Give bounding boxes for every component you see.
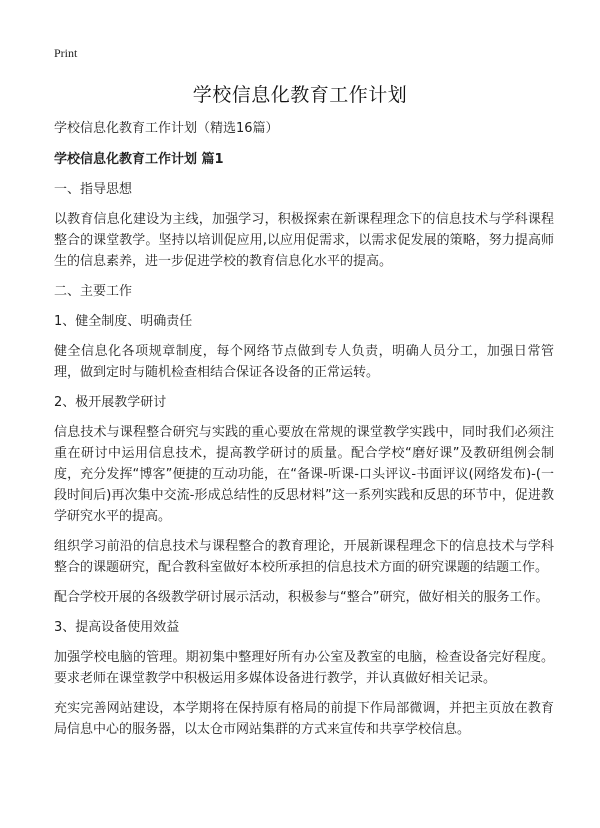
- paragraph-teaching-research: 信息技术与课程整合研究与实践的重心要放在常规的课堂教学实践中，同时我们必须注重在研讨中运用信息技术，提高教学研讨的质量。配合学校“磨好课”及教研组例会制度，充分发挥“博客”便捷的互动功能，在“备课-听课-口头评议-书面评议(网络发布)-(一段时间后)再次集中交流-形成总结性的反思材料”这一系列实践和反思的环节中，促进教学研究水平的提高。: [54, 425, 554, 524]
- section-title: 学校信息化教育工作计划 篇1: [54, 152, 224, 167]
- heading-guiding-ideology: 一、指导思想: [54, 182, 133, 197]
- paragraph-system-responsibility: 健全信息化各项规章制度，每个网络节点做到专人负责，明确人员分工，加强日常管理，做到定时与随机检查相结合保证各设备的正常运转。: [54, 344, 554, 380]
- paragraph-theory-study: 组织学习前沿的信息技术与课程整合的教育理论，开展新课程理念下的信息技术与学科整合的课题研究，配合教科室做好本校所承担的信息技术方面的研究课题的结题工作。: [54, 539, 554, 575]
- print-link[interactable]: Print: [54, 46, 78, 60]
- heading-teaching-research: 2、极开展教学研讨: [54, 395, 167, 410]
- paragraph-computer-management: 加强学校电脑的管理。期初集中整理好所有办公室及教室的电脑，检查设备完好程度。要求老师在课堂教学中积极运用多媒体设备进行教学，并认真做好相关记录。: [54, 650, 554, 686]
- heading-main-work: 二、主要工作: [54, 284, 133, 299]
- paragraph-website-building: 充实完善网站建设，本学期将在保持原有格局的前提下作局部微调，并把主页放在教育局信息中心的服务器，以太仓市网站集群的方式来宣传和共享学校信息。: [54, 701, 554, 737]
- document-body: [54, 118, 554, 749]
- document-subtitle: 学校信息化教育工作计划（精选16篇）: [54, 121, 279, 136]
- paragraph-integration-support: 配合学校开展的各级教学研讨展示活动，积极参与“整合”研究，做好相关的服务工作。: [54, 590, 549, 605]
- heading-system-responsibility: 1、健全制度、明确责任: [54, 314, 193, 329]
- paragraph-guiding-ideology: 以教育信息化建设为主线，加强学习，积极探索在新课程理念下的信息技术与学科课程整合的课堂教学。坚持以培训促应用,以应用促需求，以需求促发展的策略，努力提高师生的信息素养，进一步促进学校的教育信息化水平的提高。: [54, 212, 554, 269]
- heading-equipment-efficiency: 3、提高设备使用效益: [54, 620, 180, 635]
- page-title: 学校信息化教育工作计划: [192, 84, 408, 106]
